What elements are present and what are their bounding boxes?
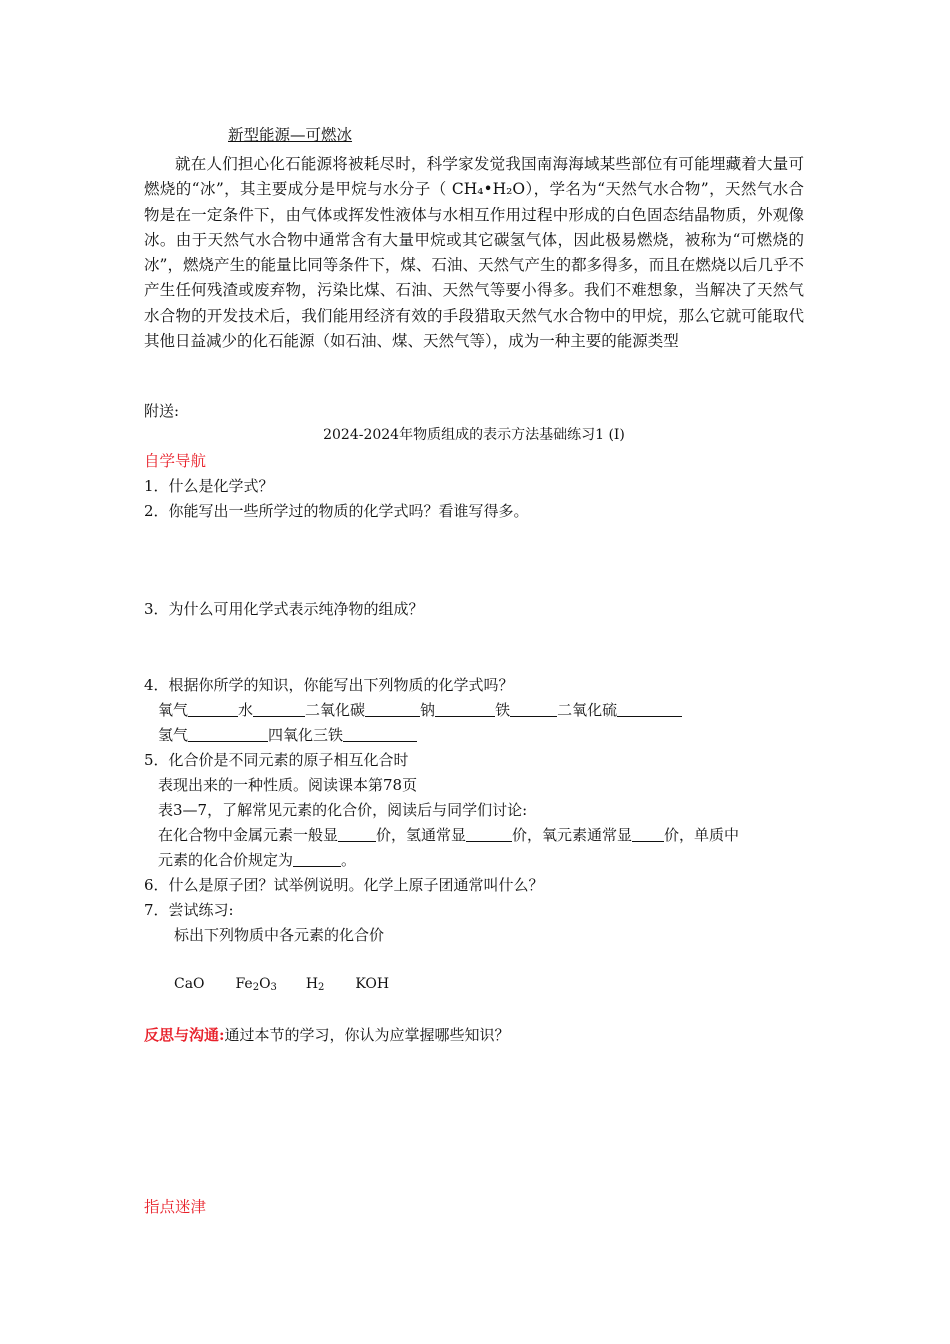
question-5-line-5: [158, 851, 356, 869]
question-1: 1．什么是化学式？: [144, 477, 274, 495]
item-oxygen: 氧气: [158, 701, 189, 719]
question-4: 4．根据你所学的知识，你能写出下列物质的化学式吗？: [144, 676, 514, 694]
text-segment: 价，氧元素通常显: [512, 826, 633, 844]
answer-blank[interactable]: [435, 701, 495, 717]
answer-blank[interactable]: [338, 826, 376, 842]
question-5-line-2: 表现出来的一种性质。阅读课本第78页: [158, 776, 418, 794]
article-paragraph: 就在人们担心化石能源将被耗尽时，科学家发觉我国南海海域某些部位有可能埋藏着大量可燃烧的“冰”，其主要成分是甲烷与水分子（ CH₄•H₂O），学名为“天然气水合物”，天然气水合物是在一定条件下，由气体或挥发性液体与水相互作用过程中形成的白色固态结晶物质，外观像冰。由于天然气水合物中通常含有大量甲烷或其它碳氢气体，因此极易燃烧，被称为“可燃烧的冰”，燃烧产生的能量比同等条件下，煤、石油、天然气产生的都多得多，而且在燃烧以后几乎不产生任何残渣或废弃物，污染比煤、石油、天然气等要小得多。我们不难想象，当解决了天然气水合物的开发技术后，我们能用经济有效的手段猎取天然气水合物中的甲烷，那么它就可能取代其他日益减少的化石能源（如石油、煤、天然气等），成为一种主要的能源类型: [144, 155, 804, 351]
answer-blank[interactable]: [632, 826, 664, 842]
formula-part: Fe: [235, 976, 253, 992]
question-3: 3．为什么可用化学式表示纯净物的组成？: [144, 600, 424, 618]
item-carbon-dioxide: 二氧化碳: [305, 701, 366, 719]
answer-blank[interactable]: [510, 701, 557, 717]
formula-part: H: [305, 976, 319, 992]
formula-subscript: 3: [270, 982, 277, 993]
answer-blank[interactable]: [253, 701, 305, 717]
question-5-line-3: 表3—7，了解常见元素的化合价，阅读后与同学们讨论:: [158, 801, 528, 819]
exercise-title: 2024-2024年物质组成的表示方法基础练习1 (I): [323, 427, 625, 443]
formula-fe2o3: [235, 976, 276, 992]
item-hydrogen: 氢气: [158, 726, 189, 744]
answer-blank[interactable]: [466, 826, 512, 842]
answer-blank[interactable]: [188, 701, 238, 717]
text-segment: 元素的化合价规定为: [158, 851, 294, 869]
answer-blank[interactable]: [617, 701, 682, 717]
text-segment: 价，单质中: [664, 826, 740, 844]
formula-koh: KOH: [355, 976, 390, 992]
question-5-line-1: 5．化合价是不同元素的原子相互化合时: [144, 751, 409, 769]
item-iron: 铁: [495, 701, 511, 719]
appendix-label: 附送:: [144, 402, 180, 420]
reflect-text: 通过本节的学习，你认为应掌握哪些知识？: [224, 1026, 510, 1044]
article-body: [144, 152, 804, 354]
answer-blank[interactable]: [293, 851, 341, 867]
reflect-line: [144, 1026, 510, 1044]
question-7: 7．尝试练习:: [144, 901, 234, 919]
item-iron-oxide: 四氧化三铁: [268, 726, 344, 744]
formula-subscript: 2: [252, 982, 260, 993]
answer-blank[interactable]: [188, 726, 268, 742]
question-4-row-1: [158, 701, 682, 719]
question-2: 2．你能写出一些所学过的物质的化学式吗？看谁写得多。: [144, 502, 529, 520]
section-self-study: 自学导航: [144, 452, 207, 470]
item-water: 水: [238, 701, 254, 719]
formula-list: [174, 976, 389, 994]
section-reflect: 反思与沟通:: [144, 1026, 225, 1044]
article-title: 新型能源—可燃冰: [228, 126, 353, 144]
section-guide: 指点迷津: [144, 1198, 207, 1216]
question-6: 6．什么是原子团？试举例说明。化学上原子团通常叫什么？: [144, 876, 544, 894]
question-4-row-2: [158, 726, 417, 744]
text-segment: 。: [341, 851, 357, 869]
formula-subscript: 2: [318, 982, 325, 993]
formula-part: O: [259, 976, 271, 992]
question-5-line-4: [158, 826, 739, 844]
text-segment: 价，氢通常显: [376, 826, 467, 844]
item-sodium: 钠: [420, 701, 436, 719]
answer-blank[interactable]: [343, 726, 417, 742]
question-7-instruction: 标出下列物质中各元素的化合价: [174, 926, 385, 944]
formula-h2: [306, 976, 325, 992]
item-sulfur-dioxide: 二氧化硫: [557, 701, 618, 719]
formula-cao: CaO: [174, 976, 205, 992]
answer-blank[interactable]: [365, 701, 420, 717]
text-segment: 在化合物中金属元素一般显: [158, 826, 339, 844]
